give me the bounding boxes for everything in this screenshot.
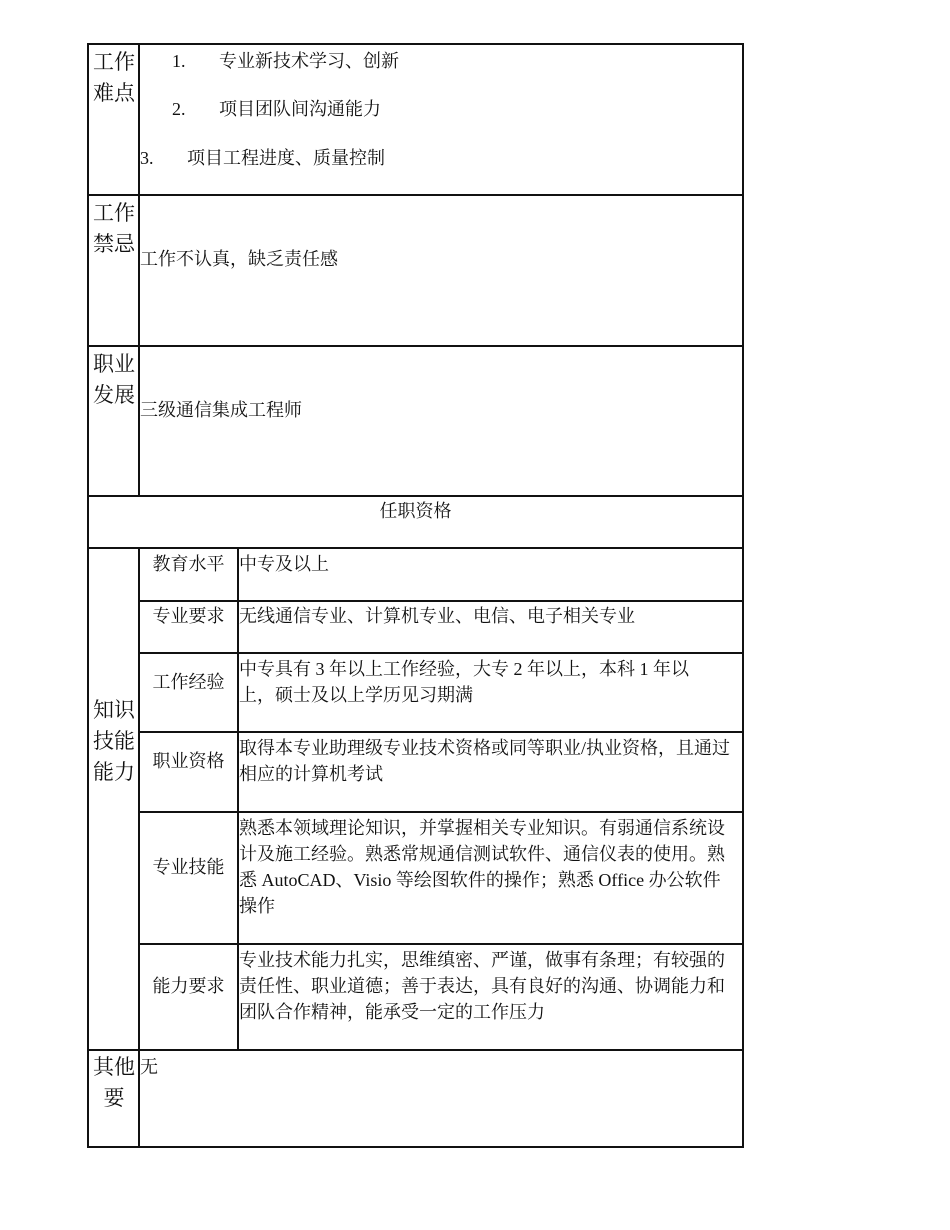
- rule-right: [742, 43, 744, 1148]
- rule-skill-row-5: [138, 943, 744, 945]
- skill-row-1-name: 教育水平: [152, 554, 225, 574]
- difficulty-item-1-text: 专业新技术学习、创新: [219, 51, 399, 71]
- rule-skill-row-3: [138, 731, 744, 733]
- skill-row-5-value: 熟悉本领域理论知识，并掌握相关专业知识。有弱通信系统设计及施工经验。熟悉常规通信测试软件、通信仪表的使用。熟悉 AutoCAD、Visio 等绘图软件的操作；熟悉 Office 办公软件操作: [239, 818, 725, 916]
- rule-taboo-bottom: [87, 345, 744, 347]
- rule-qualification-bottom: [87, 547, 744, 549]
- rule-skill-row-2: [138, 652, 744, 654]
- skill-row-4-name: 职业资格: [152, 751, 225, 771]
- skill-row-2-value: 无线通信专业、计算机专业、电信、电子相关专业: [239, 606, 635, 626]
- skill-row-5-name: 专业技能: [152, 857, 225, 877]
- rule-skills-bottom: [87, 1049, 744, 1051]
- rule-career-bottom: [87, 495, 744, 497]
- skill-row-4-value: 取得本专业助理级专业技术资格或同等职业/执业资格，且通过相应的计算机考试: [239, 738, 730, 784]
- other-label: 其他要: [93, 1055, 135, 1110]
- rule-bottom: [87, 1146, 744, 1148]
- difficulty-item-1-number: 1.: [172, 51, 186, 71]
- skill-row-3-name: 工作经验: [152, 672, 225, 692]
- rule-skill-row-4: [138, 811, 744, 813]
- career-label: 职业发展: [93, 352, 135, 407]
- rule-top: [87, 43, 744, 45]
- qualification-header: 任职资格: [379, 501, 452, 521]
- difficulty-item-2-text: 项目团队间沟通能力: [219, 99, 381, 119]
- skill-row-3-value: 中专具有 3 年以上工作经验，大专 2 年以上，本科 1 年以上，硕士及以上学历见习期满: [239, 659, 689, 705]
- skill-row-2-name: 专业要求: [152, 606, 225, 626]
- difficulty-label: 工作难点: [93, 50, 135, 105]
- taboo-label: 工作禁忌: [93, 201, 135, 256]
- skill-row-6-value: 专业技术能力扎实，思维缜密、严谨，做事有条理；有较强的责任性、职业道德；善于表达，具有良好的沟通、协调能力和团队合作精神，能承受一定的工作压力: [239, 950, 725, 1022]
- skill-row-1-value: 中专及以上: [239, 554, 329, 574]
- rule-skill-row-1: [138, 600, 744, 602]
- skill-row-6-name: 能力要求: [152, 976, 225, 996]
- rule-difficulty-bottom: [87, 194, 744, 196]
- career-text: 三级通信集成工程师: [140, 400, 302, 420]
- skills-label: 知识技能能力: [93, 698, 135, 784]
- difficulty-item-3-text: 项目工程进度、质量控制: [187, 148, 385, 168]
- difficulty-item-2-number: 2.: [172, 99, 186, 119]
- difficulty-item-3-number: 3.: [140, 148, 154, 168]
- taboo-text: 工作不认真，缺乏责任感: [140, 249, 338, 269]
- other-text: 无: [140, 1057, 158, 1077]
